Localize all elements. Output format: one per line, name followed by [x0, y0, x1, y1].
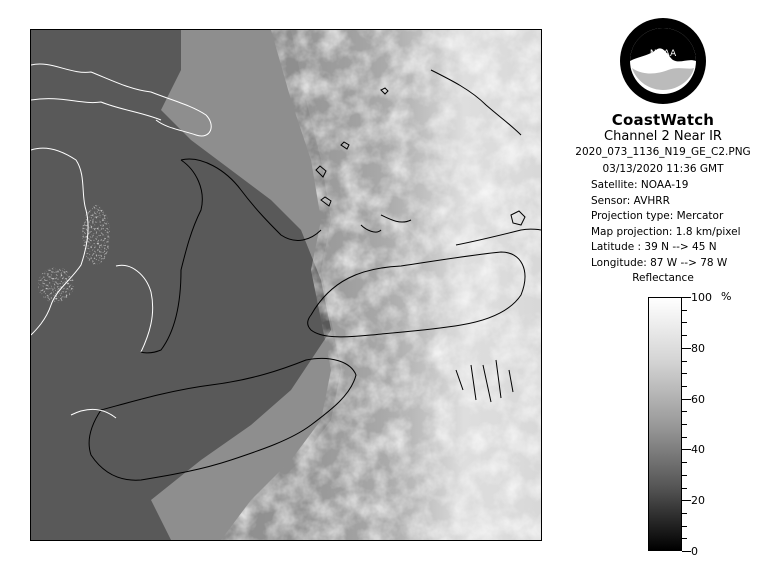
colorbar-tick: [682, 322, 687, 323]
colorbar-tick-label: 0: [691, 545, 698, 558]
colorbar-tick: [682, 526, 687, 527]
colorbar-tick: [682, 424, 687, 425]
longitude-info: Longitude: 87 W --> 78 W: [591, 257, 728, 269]
map-image: [31, 30, 541, 540]
logo-text: NOAA: [649, 49, 677, 59]
colorbar-tick: [682, 297, 691, 298]
colorbar-label: Reflectance: [632, 272, 694, 284]
colorbar-tick: [682, 437, 687, 438]
colorbar-tick: [682, 386, 687, 387]
reflectance-colorbar: [648, 297, 682, 551]
colorbar-tick-label: 80: [691, 342, 705, 355]
date-time: 03/13/2020 11:36 GMT: [602, 163, 724, 175]
colorbar-tick: [682, 373, 687, 374]
colorbar-tick: [682, 538, 687, 539]
map-projection-info: Map projection: 1.8 km/pixel: [591, 226, 741, 238]
colorbar-tick: [682, 449, 691, 450]
colorbar-tick-label: 20: [691, 494, 705, 507]
colorbar-tick: [682, 411, 687, 412]
projection-type-info: Projection type: Mercator: [591, 210, 724, 222]
colorbar-unit: %: [721, 290, 732, 303]
channel-subtitle: Channel 2 Near IR: [604, 129, 722, 144]
noaa-logo: [618, 16, 708, 106]
colorbar-tick: [682, 361, 687, 362]
colorbar-tick: [682, 513, 687, 514]
satellite-map[interactable]: [30, 29, 542, 541]
colorbar-tick: [682, 462, 687, 463]
latitude-info: Latitude : 39 N --> 45 N: [591, 241, 717, 253]
colorbar-tick: [682, 475, 687, 476]
satellite-info: Satellite: NOAA-19: [591, 179, 689, 191]
colorbar-tick-label: 100: [691, 291, 712, 304]
colorbar-tick: [682, 335, 687, 336]
sensor-info: Sensor: AVHRR: [591, 195, 670, 207]
file-name: 2020_073_1136_N19_GE_C2.PNG: [575, 146, 751, 158]
colorbar-tick: [682, 551, 691, 552]
colorbar-tick-label: 40: [691, 443, 705, 456]
colorbar-tick: [682, 500, 691, 501]
app-title: CoastWatch: [611, 111, 715, 129]
colorbar-tick: [682, 488, 687, 489]
colorbar-tick-label: 60: [691, 393, 705, 406]
colorbar-tick: [682, 399, 691, 400]
colorbar-tick: [682, 310, 687, 311]
colorbar-tick: [682, 348, 691, 349]
